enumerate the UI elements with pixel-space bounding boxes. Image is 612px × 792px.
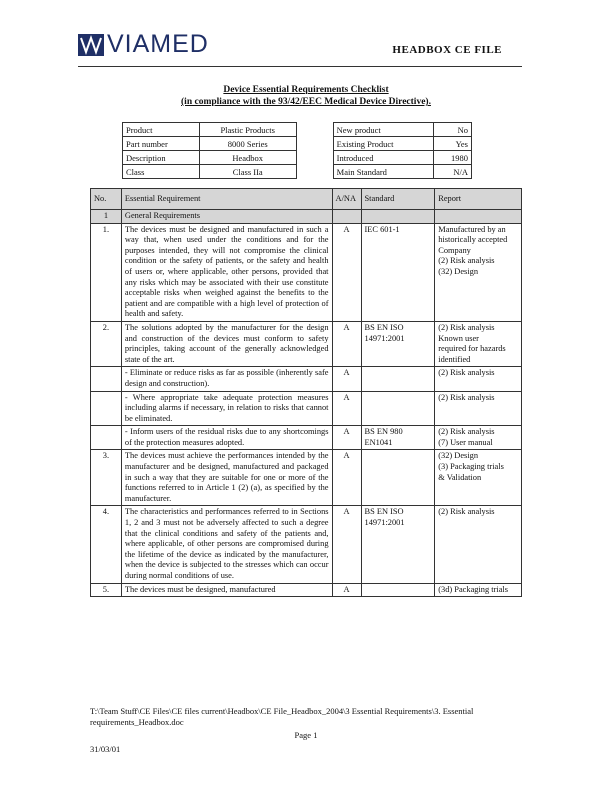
report-ref: (2) Risk analysis (7) User manual: [435, 426, 522, 450]
requirement-number: 2.: [91, 321, 122, 366]
standard-ref: [361, 367, 435, 391]
info-spacer: [296, 165, 333, 179]
checklist-title: Device Essential Requirements Checklist: [223, 85, 389, 95]
viamed-logo: [78, 30, 209, 59]
applicable-flag: A: [332, 450, 361, 506]
report-ref: (2) Risk analysis Known user required for hazards identified: [435, 321, 522, 366]
standard-ref: [361, 450, 435, 506]
header-standard: Standard: [361, 189, 435, 210]
info-row: [123, 123, 472, 137]
page-number: Page 1: [294, 730, 318, 740]
applicable-flag: A: [332, 391, 361, 426]
requirement-text: The devices must be designed and manufactured in such a way that, when used under the conditions and for the purposes intended, they will not compromise the clinical condition or the safety of patients, or the safety and health of users or, where applicable, other persons, provided that any risks which may be associated with their use constitute acceptable risks when weighed against the benefits to the patient and are compatible with a high level of protection of health and safety.: [121, 223, 332, 321]
header-no: No.: [91, 189, 122, 210]
report-ref: (2) Risk analysis: [435, 367, 522, 391]
info-spacer: [296, 151, 333, 165]
applicable-flag: A: [332, 223, 361, 321]
requirement-row: [91, 391, 522, 426]
file-path: T:\Team Stuff\CE Files\CE files current\Headbox\CE File_Headbox_2004\3 Essential Requirements\3. Essential requirements_Headbox.doc: [90, 706, 474, 727]
standard-ref: [361, 391, 435, 426]
info-value: N/A: [434, 165, 472, 179]
info-label: Existing Product: [333, 137, 434, 151]
info-value: Yes: [434, 137, 472, 151]
section-label: General Requirements: [121, 210, 332, 224]
header-applicable: A/NA: [332, 189, 361, 210]
info-label: Product: [123, 123, 200, 137]
standard-ref: [361, 583, 435, 597]
requirement-row: [91, 321, 522, 366]
requirement-text: - Where appropriate take adequate protection measures including alarms if necessary, in relation to risks that cannot be eliminated.: [121, 391, 332, 426]
info-value: 1980: [434, 151, 472, 165]
report-ref: (2) Risk analysis: [435, 391, 522, 426]
report-ref: Manufactured by an historically accepted Company (2) Risk analysis (32) Design: [435, 223, 522, 321]
report-ref: (3d) Packaging trials: [435, 583, 522, 597]
requirement-row: [91, 223, 522, 321]
header-requirement: Essential Requirement: [121, 189, 332, 210]
requirement-number: [91, 391, 122, 426]
requirement-text: - Eliminate or reduce risks as far as possible (inherently safe design and construction).: [121, 367, 332, 391]
product-info-table: [122, 122, 472, 179]
report-ref: (2) Risk analysis: [435, 506, 522, 583]
info-label: Description: [123, 151, 200, 165]
standard-ref: BS EN ISO 14971:2001: [361, 506, 435, 583]
info-value: No: [434, 123, 472, 137]
info-row: [123, 165, 472, 179]
info-spacer: [296, 123, 333, 137]
section-number: 1: [91, 210, 122, 224]
requirement-number: [91, 367, 122, 391]
section-row: [91, 210, 522, 224]
requirement-row: [91, 367, 522, 391]
requirements-table: [90, 188, 522, 597]
info-row: [123, 137, 472, 151]
requirement-row: [91, 506, 522, 583]
info-label: Main Standard: [333, 165, 434, 179]
logo-text: VIAMED: [107, 30, 209, 58]
requirement-text: - Inform users of the residual risks due to any shortcomings of the protection measures adopted.: [121, 426, 332, 450]
info-value: Class IIa: [199, 165, 296, 179]
info-row: [123, 151, 472, 165]
requirement-number: 3.: [91, 450, 122, 506]
requirement-row: [91, 426, 522, 450]
info-label: Part number: [123, 137, 200, 151]
header-divider: [78, 66, 522, 67]
applicable-flag: A: [332, 367, 361, 391]
applicable-flag: A: [332, 321, 361, 366]
info-label: New product: [333, 123, 434, 137]
requirement-number: 4.: [91, 506, 122, 583]
requirement-text: The devices must achieve the performances intended by the manufacturer and be designed, manufactured and packaged in such a way that they are suitable for one or more of the functions referred to in Article 1 (2) (a), as specified by the manufacturer.: [121, 450, 332, 506]
applicable-flag: A: [332, 583, 361, 597]
standard-ref: BS EN 980 EN1041: [361, 426, 435, 450]
info-value: 8000 Series: [199, 137, 296, 151]
checklist-subtitle: (in compliance with the 93/42/EEC Medical Device Directive).: [181, 97, 431, 107]
requirement-number: 5.: [91, 583, 122, 597]
standard-ref: BS EN ISO 14971:2001: [361, 321, 435, 366]
info-value: Headbox: [199, 151, 296, 165]
standard-ref: IEC 601-1: [361, 223, 435, 321]
report-ref: (32) Design (3) Packaging trials & Validation: [435, 450, 522, 506]
document-date: 31/03/01: [90, 744, 121, 754]
info-label: Class: [123, 165, 200, 179]
requirement-text: The devices must be designed, manufactured: [121, 583, 332, 597]
info-label: Introduced: [333, 151, 434, 165]
info-spacer: [296, 137, 333, 151]
applicable-flag: A: [332, 506, 361, 583]
requirement-number: [91, 426, 122, 450]
requirements-header-row: [91, 189, 522, 210]
requirement-row: [91, 450, 522, 506]
requirement-row: [91, 583, 522, 597]
document-header-title: HEADBOX CE FILE: [392, 44, 502, 56]
requirement-number: 1.: [91, 223, 122, 321]
viamed-logo-icon: [78, 34, 104, 56]
requirement-text: The solutions adopted by the manufacturer for the design and construction of the devices must conform to safety principles, taking account of the generally acknowledged state of the art.: [121, 321, 332, 366]
header-report: Report: [435, 189, 522, 210]
info-value: Plastic Products: [199, 123, 296, 137]
requirement-text: The characteristics and performances referred to in Sections 1, 2 and 3 must not be adversely affected to such a degree that the clinical conditions and safety of the patients and, where applicable, of other persons are compromised during the lifetime of the device as indicated by the manufacturer, when the device is subjected to the stresses which can occur during normal conditions of use.: [121, 506, 332, 583]
applicable-flag: A: [332, 426, 361, 450]
